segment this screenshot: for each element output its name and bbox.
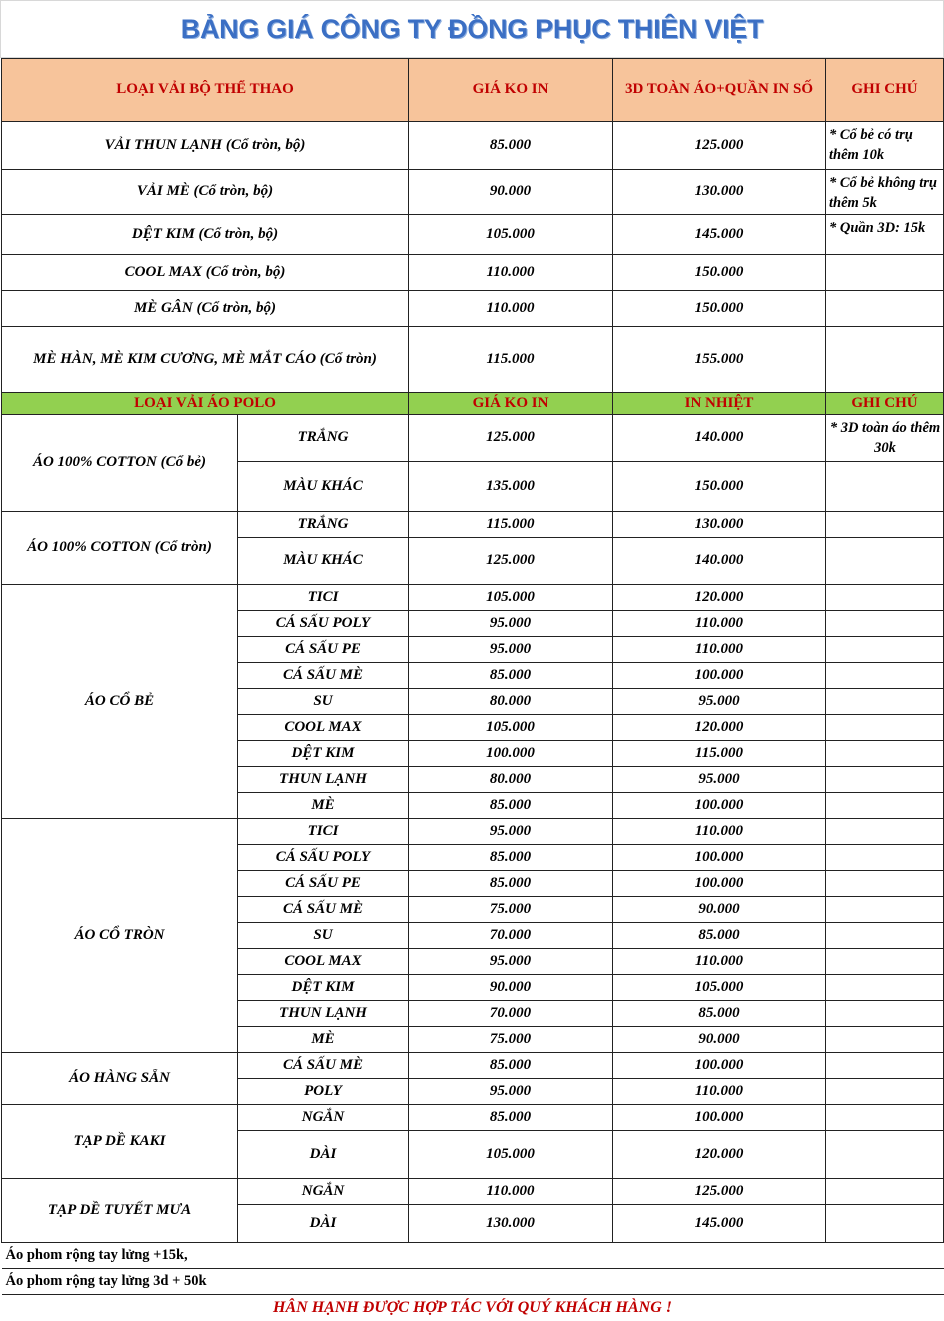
product-group-name: ÁO 100% COTTON (Cổ bẻ) [2, 415, 238, 512]
sport-fabric-row [2, 215, 944, 255]
price-no-print: 115.000 [409, 512, 613, 538]
sport-fabric-row [2, 255, 944, 291]
polo-item-row [2, 415, 944, 462]
header-3d-print: 3D TOÀN ÁO+QUẦN IN SỐ [613, 59, 826, 122]
row-note [826, 819, 944, 845]
item-variant: MÀU KHÁC [238, 462, 409, 512]
row-note [826, 897, 944, 923]
price-table-body [2, 59, 944, 1321]
row-note: * Cổ bẻ không trụ thêm 5k [826, 170, 944, 215]
price-no-print: 85.000 [409, 871, 613, 897]
price-heat-print: 150.000 [613, 462, 826, 512]
sheet-title-cell [0, 0, 944, 58]
price-heat-print: 140.000 [613, 538, 826, 585]
price-no-print: 85.000 [409, 1053, 613, 1079]
row-note [826, 1205, 944, 1243]
polo-item-row [2, 585, 944, 611]
row-note [826, 871, 944, 897]
price-no-print: 95.000 [409, 949, 613, 975]
item-variant: CÁ SẤU MÈ [238, 663, 409, 689]
item-variant: THUN LẠNH [238, 1001, 409, 1027]
header-price-no-print: GIÁ KO IN [409, 59, 613, 122]
row-note [826, 663, 944, 689]
row-note: * Quần 3D: 15k [826, 215, 944, 255]
product-group-name: ÁO CỔ BẺ [2, 585, 238, 819]
fabric-name: COOL MAX (Cổ tròn, bộ) [2, 255, 409, 291]
sheet-title: BẢNG GIÁ CÔNG TY ĐỒNG PHỤC THIÊN VIỆT [180, 13, 764, 44]
sport-fabric-row [2, 291, 944, 327]
item-variant: TICI [238, 819, 409, 845]
row-note [826, 327, 944, 393]
row-note: * Cổ bẻ có trụ thêm 10k [826, 122, 944, 170]
price-no-print: 80.000 [409, 767, 613, 793]
item-variant: COOL MAX [238, 715, 409, 741]
row-note: * 3D toàn áo thêm 30k [826, 415, 944, 462]
item-variant: TRẮNG [238, 512, 409, 538]
item-variant: NGẮN [238, 1179, 409, 1205]
price-heat-print: 95.000 [613, 767, 826, 793]
price-no-print: 100.000 [409, 741, 613, 767]
price-3d-print: 150.000 [613, 291, 826, 327]
price-heat-print: 100.000 [613, 871, 826, 897]
sport-fabric-row [2, 122, 944, 170]
price-no-print: 75.000 [409, 1027, 613, 1053]
row-note [826, 741, 944, 767]
header-note: GHI CHÚ [826, 393, 944, 415]
price-heat-print: 110.000 [613, 637, 826, 663]
price-no-print: 105.000 [409, 585, 613, 611]
price-heat-print: 90.000 [613, 897, 826, 923]
row-note [826, 538, 944, 585]
row-note [826, 585, 944, 611]
price-no-print: 105.000 [409, 715, 613, 741]
price-3d-print: 130.000 [613, 170, 826, 215]
price-heat-print: 110.000 [613, 819, 826, 845]
price-heat-print: 115.000 [613, 741, 826, 767]
row-note [826, 949, 944, 975]
price-heat-print: 100.000 [613, 845, 826, 871]
row-note [826, 715, 944, 741]
row-note [826, 255, 944, 291]
item-variant: NGẮN [238, 1105, 409, 1131]
price-heat-print: 85.000 [613, 1001, 826, 1027]
product-group-name: ÁO HÀNG SẴN [2, 1053, 238, 1105]
item-variant: SU [238, 923, 409, 949]
row-note [826, 462, 944, 512]
item-variant: CÁ SẤU PE [238, 871, 409, 897]
item-variant: CÁ SẤU MÈ [238, 897, 409, 923]
item-variant: MÈ [238, 1027, 409, 1053]
price-3d-print: 125.000 [613, 122, 826, 170]
polo-item-row [2, 1105, 944, 1131]
price-no-print: 70.000 [409, 1001, 613, 1027]
price-heat-print: 120.000 [613, 585, 826, 611]
price-heat-print: 140.000 [613, 415, 826, 462]
price-heat-print: 110.000 [613, 949, 826, 975]
header-fabric-type: LOẠI VẢI BỘ THỂ THAO [2, 59, 409, 122]
product-group-name: ÁO 100% COTTON (Cổ tròn) [2, 512, 238, 585]
item-variant: CÁ SẤU PE [238, 637, 409, 663]
price-no-print: 105.000 [409, 215, 613, 255]
price-no-print: 110.000 [409, 255, 613, 291]
price-heat-print: 90.000 [613, 1027, 826, 1053]
price-no-print: 125.000 [409, 538, 613, 585]
fabric-name: MÈ HÀN, MÈ KIM CƯƠNG, MÈ MẮT CÁO (Cổ tròn) [2, 327, 409, 393]
price-heat-print: 95.000 [613, 689, 826, 715]
row-note [826, 793, 944, 819]
price-3d-print: 155.000 [613, 327, 826, 393]
footer-note: Áo phom rộng tay lửng +15k, [2, 1243, 944, 1269]
price-heat-print: 120.000 [613, 1131, 826, 1179]
row-note [826, 1131, 944, 1179]
item-variant: CÁ SẤU POLY [238, 611, 409, 637]
item-variant: CÁ SẤU POLY [238, 845, 409, 871]
price-no-print: 85.000 [409, 663, 613, 689]
closing-message: HÂN HẠNH ĐƯỢC HỢP TÁC VỚI QUÝ KHÁCH HÀNG ! [2, 1295, 944, 1321]
price-no-print: 75.000 [409, 897, 613, 923]
item-variant: TICI [238, 585, 409, 611]
section1-header-row [2, 59, 944, 122]
row-note [826, 1179, 944, 1205]
item-variant: DỆT KIM [238, 741, 409, 767]
row-note [826, 845, 944, 871]
price-heat-print: 85.000 [613, 923, 826, 949]
price-heat-print: 110.000 [613, 611, 826, 637]
price-heat-print: 105.000 [613, 975, 826, 1001]
closing-row [2, 1295, 944, 1321]
price-heat-print: 100.000 [613, 1053, 826, 1079]
row-note [826, 1105, 944, 1131]
price-3d-print: 150.000 [613, 255, 826, 291]
price-3d-print: 145.000 [613, 215, 826, 255]
price-no-print: 85.000 [409, 1105, 613, 1131]
footer-note: Áo phom rộng tay lửng 3d + 50k [2, 1269, 944, 1295]
section2-header-row [2, 393, 944, 415]
price-heat-print: 145.000 [613, 1205, 826, 1243]
row-note [826, 1053, 944, 1079]
row-note [826, 767, 944, 793]
fabric-name: DỆT KIM (Cổ tròn, bộ) [2, 215, 409, 255]
item-variant: MÈ [238, 793, 409, 819]
price-no-print: 95.000 [409, 637, 613, 663]
item-variant: MÀU KHÁC [238, 538, 409, 585]
item-variant: COOL MAX [238, 949, 409, 975]
product-group-name: TẠP DỀ KAKI [2, 1105, 238, 1179]
price-heat-print: 110.000 [613, 1079, 826, 1105]
price-heat-print: 100.000 [613, 1105, 826, 1131]
price-no-print: 90.000 [409, 975, 613, 1001]
product-group-name: ÁO CỔ TRÒN [2, 819, 238, 1053]
polo-item-row [2, 512, 944, 538]
price-no-print: 80.000 [409, 689, 613, 715]
price-no-print: 130.000 [409, 1205, 613, 1243]
row-note [826, 611, 944, 637]
item-variant: TRẮNG [238, 415, 409, 462]
price-no-print: 95.000 [409, 819, 613, 845]
price-no-print: 90.000 [409, 170, 613, 215]
item-variant: POLY [238, 1079, 409, 1105]
row-note [826, 689, 944, 715]
price-heat-print: 100.000 [613, 793, 826, 819]
polo-item-row [2, 1053, 944, 1079]
header-price-no-print: GIÁ KO IN [409, 393, 613, 415]
polo-item-row [2, 819, 944, 845]
price-no-print: 105.000 [409, 1131, 613, 1179]
price-no-print: 85.000 [409, 793, 613, 819]
row-note [826, 512, 944, 538]
footer-note-row [2, 1243, 944, 1269]
item-variant: SU [238, 689, 409, 715]
fabric-name: VẢI MÈ (Cổ tròn, bộ) [2, 170, 409, 215]
price-no-print: 85.000 [409, 122, 613, 170]
row-note [826, 1027, 944, 1053]
fabric-name: VẢI THUN LẠNH (Cổ tròn, bộ) [2, 122, 409, 170]
item-variant: DÀI [238, 1205, 409, 1243]
row-note [826, 975, 944, 1001]
price-no-print: 115.000 [409, 327, 613, 393]
item-variant: CÁ SẤU MÈ [238, 1053, 409, 1079]
price-no-print: 70.000 [409, 923, 613, 949]
price-no-print: 95.000 [409, 611, 613, 637]
price-no-print: 125.000 [409, 415, 613, 462]
price-no-print: 135.000 [409, 462, 613, 512]
price-table [1, 58, 944, 1321]
price-no-print: 110.000 [409, 291, 613, 327]
product-group-name: TẠP DỀ TUYẾT MƯA [2, 1179, 238, 1243]
header-polo-type: LOẠI VẢI ÁO POLO [2, 393, 409, 415]
price-heat-print: 100.000 [613, 663, 826, 689]
footer-note-row [2, 1269, 944, 1295]
row-note [826, 923, 944, 949]
sport-fabric-row [2, 170, 944, 215]
price-no-print: 95.000 [409, 1079, 613, 1105]
item-variant: DỆT KIM [238, 975, 409, 1001]
fabric-name: MÈ GÂN (Cổ tròn, bộ) [2, 291, 409, 327]
price-heat-print: 125.000 [613, 1179, 826, 1205]
item-variant: THUN LẠNH [238, 767, 409, 793]
item-variant: DÀI [238, 1131, 409, 1179]
header-note: GHI CHÚ [826, 59, 944, 122]
row-note [826, 1001, 944, 1027]
price-heat-print: 120.000 [613, 715, 826, 741]
price-no-print: 110.000 [409, 1179, 613, 1205]
header-heat-print: IN NHIỆT [613, 393, 826, 415]
sport-fabric-row [2, 327, 944, 393]
row-note [826, 1079, 944, 1105]
row-note [826, 291, 944, 327]
row-note [826, 637, 944, 663]
price-no-print: 85.000 [409, 845, 613, 871]
polo-item-row [2, 1179, 944, 1205]
price-heat-print: 130.000 [613, 512, 826, 538]
